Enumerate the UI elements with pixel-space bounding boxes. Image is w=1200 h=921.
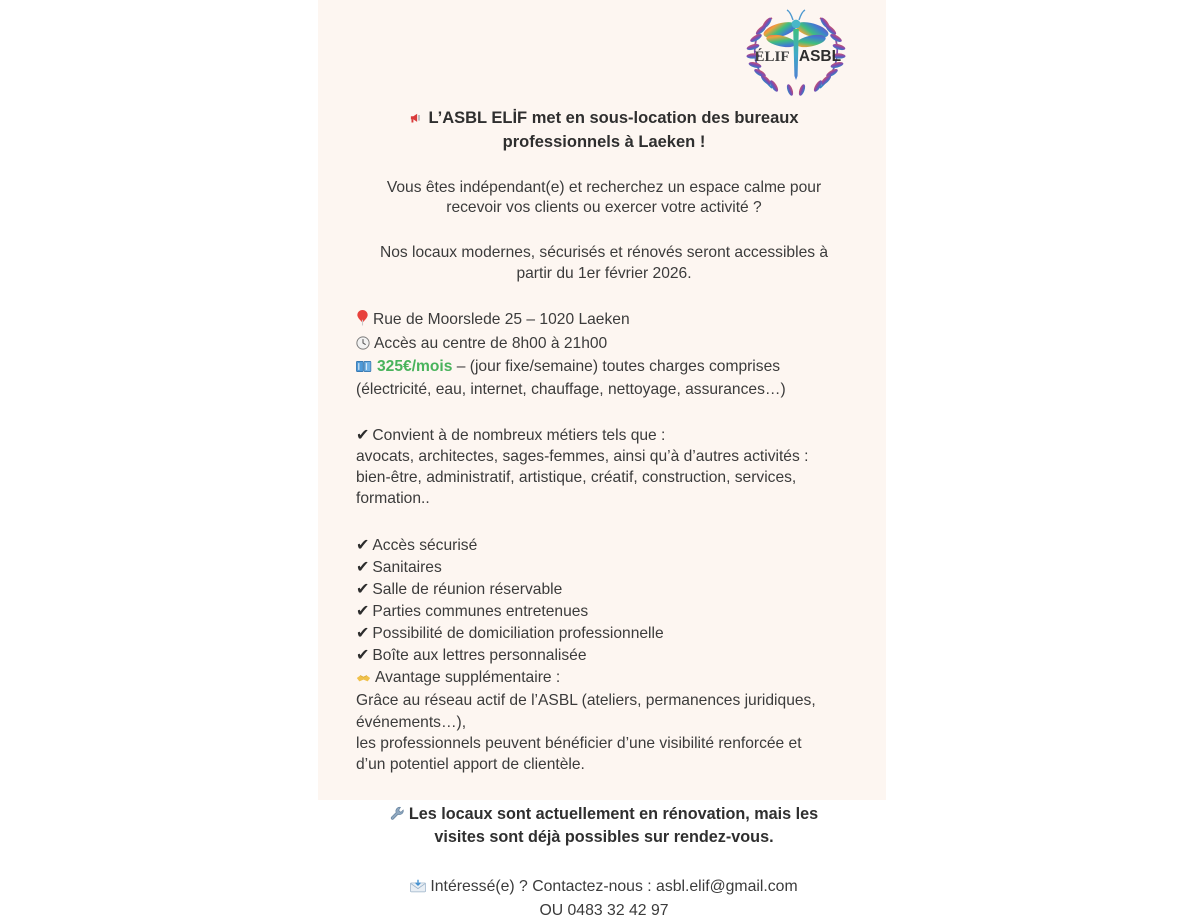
advantage-line-1: Grâce au réseau actif de l’ASBL (ateliers, permanences juridiques, (356, 692, 816, 710)
list-item (356, 557, 852, 579)
price-line (356, 356, 852, 379)
checkmark-icon: ✔ (356, 625, 370, 643)
checkmark-icon: ✔ (356, 603, 370, 621)
intro-line-1: Vous êtes indépendant(e) et recherchez un espace calme pour (386, 178, 822, 196)
list-item (356, 601, 852, 623)
list-item (356, 579, 852, 601)
renovation-note-line-2: visites sont déjà possibles sur rendez-vous. (434, 828, 774, 847)
professions-line-2: bien-être, administratif, artistique, créatif, construction, services, (356, 469, 797, 487)
elif-asbl-logo (734, 4, 858, 98)
wrench-icon (390, 806, 405, 828)
price-suffix: – (jour fixe/semaine) toutes charges comprises (456, 357, 781, 375)
availability-line-2: partir du 1er février 2026. (516, 264, 692, 282)
incoming-envelope-icon (410, 878, 426, 899)
advantage-line-3: les professionnels peuvent bénéficier d’une visibilité renforcée et (356, 734, 802, 752)
renovation-note-line-1: Les locaux sont actuellement en rénovation, mais les (408, 804, 819, 823)
logo-text-elif: ÉLIF (754, 49, 790, 65)
availability-line-1: Nos locaux modernes, sécurisés et rénovés seront accessibles à (379, 244, 829, 261)
details-block (356, 309, 852, 399)
feature-label: Possibilité de domiciliation professionnelle (372, 625, 664, 643)
flyer-panel (318, 0, 886, 919)
clock-icon (356, 335, 370, 356)
hours-line (356, 333, 852, 356)
list-item (356, 535, 852, 557)
features-list (356, 535, 852, 775)
flyer-content (318, 108, 886, 921)
professions-heading: Convient à de nombreux métiers tels que : (372, 426, 666, 444)
contact-email-line[interactable]: Intéressé(e) ? Contactez-nous : asbl.elif@gmail.com (430, 878, 798, 896)
page-title (362, 108, 846, 154)
checkmark-icon: ✔ (356, 581, 370, 599)
checkmark-icon: ✔ (356, 537, 370, 555)
feature-label: Boîte aux lettres personnalisée (372, 646, 587, 664)
professions-heading-line (356, 425, 852, 447)
feature-label: Accès sécurisé (372, 537, 478, 555)
logo-text-asbl: ASBL (798, 48, 842, 65)
handshake-icon (356, 669, 371, 690)
dragonfly-antennae (787, 10, 805, 20)
checkmark-icon: ✔ (356, 426, 370, 444)
intro-paragraph (356, 178, 852, 219)
price-amount: 325€/mois (377, 357, 453, 375)
advantage-line-4: d’un potentiel apport de clientèle. (356, 756, 585, 774)
location-pin-icon (356, 310, 369, 332)
intro-line-2: recevoir vos clients ou exercer votre activité ? (446, 199, 762, 217)
advantage-heading: Avantage supplémentaire : (375, 668, 561, 686)
renovation-note (356, 804, 852, 849)
list-item (356, 645, 852, 667)
hours-text: Accès au centre de 8h00 à 21h00 (374, 334, 608, 352)
price-included-text: (électricité, eau, internet, chauffage, nettoyage, assurances…) (356, 380, 786, 398)
checkmark-icon: ✔ (356, 646, 370, 664)
page-title-line-1: L’ASBL ELİF met en sous-location des bureaux (428, 109, 799, 127)
availability-paragraph (356, 243, 852, 284)
advantage-heading-line (356, 667, 852, 690)
address-line (356, 309, 852, 332)
laurel-bottom-tip (786, 84, 807, 97)
list-item (356, 623, 852, 645)
feature-label: Parties communes entretenues (372, 603, 589, 621)
contact-block (356, 876, 852, 921)
megaphone-icon (409, 110, 424, 132)
advantage-line-2: événements…), (356, 713, 467, 731)
page-title-line-2: professionnels à Laeken ! (502, 132, 706, 151)
professions-line-1: avocats, architectes, sages-femmes, ainsi qu’à d’autres activités : (356, 448, 809, 466)
professions-line-3: formation.. (356, 490, 430, 508)
contact-phone-line[interactable]: OU 0483 32 42 97 (539, 901, 669, 919)
feature-label: Sanitaires (372, 559, 442, 577)
checkmark-icon: ✔ (356, 559, 370, 577)
logo-graphic (734, 4, 858, 98)
professions-block (356, 425, 852, 510)
address-text: Rue de Moorslede 25 – 1020 Laeken (373, 311, 630, 329)
money-banknote-icon (356, 358, 373, 379)
feature-label: Salle de réunion réservable (372, 581, 563, 599)
